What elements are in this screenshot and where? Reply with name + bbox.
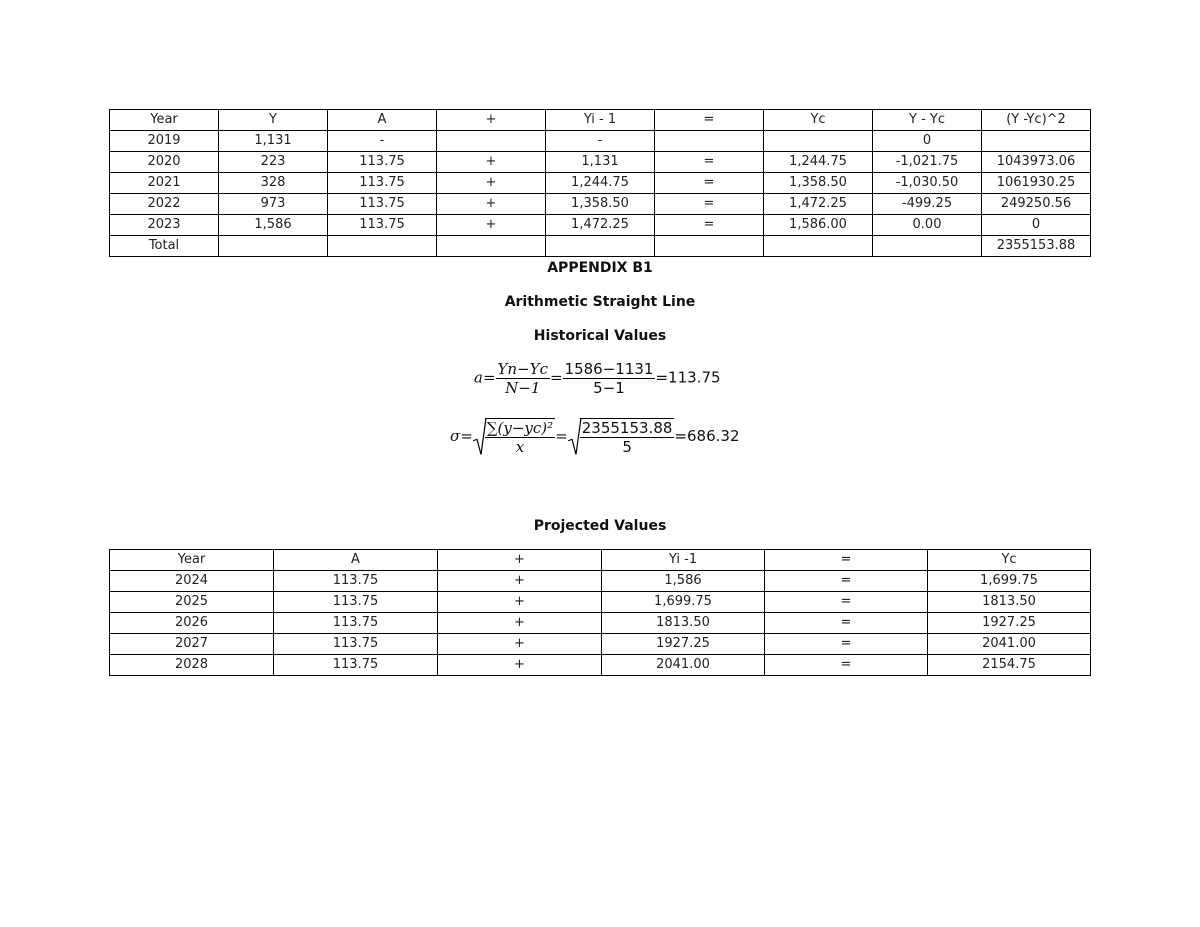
historical-table-cell: 2021 bbox=[110, 173, 219, 194]
historical-table-cell: = bbox=[655, 215, 764, 236]
projected-table-row bbox=[110, 634, 1091, 655]
projected-table-cell: = bbox=[765, 613, 928, 634]
projected-table-cell: = bbox=[765, 655, 928, 676]
formula-a-num2: 1586−1131 bbox=[564, 360, 654, 378]
projected-table-row bbox=[110, 571, 1091, 592]
projected-table-cell: = bbox=[765, 634, 928, 655]
projected-table-cell: 2154.75 bbox=[928, 655, 1091, 676]
historical-table-cell: 2022 bbox=[110, 194, 219, 215]
historical-table-cell: -1,030.50 bbox=[873, 173, 982, 194]
historical-table-cell: 113.75 bbox=[328, 194, 437, 215]
historical-table-row bbox=[110, 194, 1091, 215]
projected-table-cell: + bbox=[438, 655, 602, 676]
historical-table-cell: -499.25 bbox=[873, 194, 982, 215]
historical-table-cell bbox=[546, 236, 655, 257]
historical-table-cell: 2019 bbox=[110, 131, 219, 152]
historical-table-cell bbox=[873, 236, 982, 257]
historical-values-table bbox=[109, 109, 1091, 257]
historical-table-cell: 0.00 bbox=[873, 215, 982, 236]
historical-table-cell: 0 bbox=[873, 131, 982, 152]
projected-table-cell: 113.75 bbox=[274, 655, 438, 676]
historical-table-cell bbox=[764, 236, 873, 257]
projected-table-cell: 113.75 bbox=[274, 571, 438, 592]
historical-table-cell: 1,472.25 bbox=[546, 215, 655, 236]
historical-table-cell: 2020 bbox=[110, 152, 219, 173]
formula-a-lhs: a bbox=[474, 368, 483, 387]
projected-values-table bbox=[109, 549, 1091, 676]
historical-header-cell: + bbox=[437, 110, 546, 131]
historical-table-cell: 249250.56 bbox=[982, 194, 1091, 215]
historical-table-cell: -1,021.75 bbox=[873, 152, 982, 173]
projected-table-cell: = bbox=[765, 571, 928, 592]
historical-table-cell bbox=[982, 131, 1091, 152]
historical-table-cell: 0 bbox=[982, 215, 1091, 236]
formula-sigma-den1: x bbox=[515, 438, 525, 456]
projected-table-cell: 2027 bbox=[110, 634, 274, 655]
historical-table-cell: 1,131 bbox=[546, 152, 655, 173]
projected-table-cell: 2028 bbox=[110, 655, 274, 676]
historical-table-cell: 1061930.25 bbox=[982, 173, 1091, 194]
sqrt-1 bbox=[473, 418, 555, 456]
projected-table-cell: = bbox=[765, 592, 928, 613]
historical-table-row bbox=[110, 152, 1091, 173]
formula-a-result: 113.75 bbox=[668, 368, 721, 387]
method-title: Arithmetic Straight Line bbox=[504, 294, 696, 310]
historical-table-cell: 328 bbox=[219, 173, 328, 194]
projected-table-row bbox=[110, 655, 1091, 676]
historical-table-cell: 1,244.75 bbox=[764, 152, 873, 173]
historical-table-cell: 1,358.50 bbox=[764, 173, 873, 194]
historical-table-cell: + bbox=[437, 215, 546, 236]
historical-table-cell: = bbox=[655, 173, 764, 194]
historical-table-cell: 973 bbox=[219, 194, 328, 215]
formula-a-den1: N−1 bbox=[505, 379, 541, 397]
formula-sigma-num2: 2355153.88 bbox=[581, 419, 673, 437]
historical-table-cell: 1,131 bbox=[219, 131, 328, 152]
historical-table-row bbox=[110, 173, 1091, 194]
historical-header-cell: Y bbox=[219, 110, 328, 131]
historical-table-row bbox=[110, 131, 1091, 152]
projected-table-cell: 1813.50 bbox=[928, 592, 1091, 613]
historical-header-cell: A bbox=[328, 110, 437, 131]
historical-table-cell: + bbox=[437, 173, 546, 194]
formula-sigma-lhs: σ bbox=[450, 427, 461, 445]
formula-sigma-frac2 bbox=[580, 418, 675, 456]
projected-values-title: Projected Values bbox=[533, 518, 667, 534]
projected-header-cell: A bbox=[274, 550, 438, 571]
historical-table-cell: 1,472.25 bbox=[764, 194, 873, 215]
projected-table-cell: 2041.00 bbox=[602, 655, 765, 676]
formula-sigma-den2: 5 bbox=[622, 438, 632, 456]
historical-table-cell: 113.75 bbox=[328, 173, 437, 194]
projected-table-cell: 2041.00 bbox=[928, 634, 1091, 655]
formula-a-frac2 bbox=[563, 360, 656, 397]
historical-table-cell: 113.75 bbox=[328, 215, 437, 236]
formula-sigma-result: 686.32 bbox=[687, 427, 740, 445]
projected-header-row bbox=[110, 550, 1091, 571]
sqrt-2 bbox=[568, 418, 675, 456]
historical-table-cell bbox=[437, 131, 546, 152]
projected-table-cell: 113.75 bbox=[274, 634, 438, 655]
projected-table-cell: 2025 bbox=[110, 592, 274, 613]
historical-table-cell: 2355153.88 bbox=[982, 236, 1091, 257]
historical-table-cell: 113.75 bbox=[328, 152, 437, 173]
historical-table-cell: 1,586 bbox=[219, 215, 328, 236]
projected-table-cell: 1927.25 bbox=[602, 634, 765, 655]
historical-table-row bbox=[110, 215, 1091, 236]
historical-table-cell bbox=[655, 236, 764, 257]
projected-header-cell: Yi -1 bbox=[602, 550, 765, 571]
historical-table-cell: = bbox=[655, 194, 764, 215]
historical-table-cell: 1,358.50 bbox=[546, 194, 655, 215]
historical-table-cell: - bbox=[328, 131, 437, 152]
historical-header-cell: Yi - 1 bbox=[546, 110, 655, 131]
historical-table-cell bbox=[655, 131, 764, 152]
projected-table-cell: 1813.50 bbox=[602, 613, 765, 634]
radical-sign-icon bbox=[568, 418, 582, 456]
historical-table-cell: Total bbox=[110, 236, 219, 257]
projected-table-cell: 1,586 bbox=[602, 571, 765, 592]
projected-table-cell: + bbox=[438, 592, 602, 613]
historical-table-cell: 1043973.06 bbox=[982, 152, 1091, 173]
historical-header-row bbox=[110, 110, 1091, 131]
projected-table-cell: 1,699.75 bbox=[602, 592, 765, 613]
historical-table-cell: 223 bbox=[219, 152, 328, 173]
historical-table-cell bbox=[328, 236, 437, 257]
projected-table-cell: 113.75 bbox=[274, 592, 438, 613]
projected-table-cell: 1,699.75 bbox=[928, 571, 1091, 592]
projected-table-cell: 1927.25 bbox=[928, 613, 1091, 634]
historical-table-cell: 1,244.75 bbox=[546, 173, 655, 194]
historical-table-cell bbox=[764, 131, 873, 152]
historical-header-cell: Y - Yc bbox=[873, 110, 982, 131]
historical-table-cell: 2023 bbox=[110, 215, 219, 236]
formula-a-num1: Yn−Yc bbox=[497, 360, 548, 378]
historical-table-cell: + bbox=[437, 152, 546, 173]
historical-table-cell: + bbox=[437, 194, 546, 215]
historical-table-cell bbox=[437, 236, 546, 257]
projected-header-cell: = bbox=[765, 550, 928, 571]
historical-table-cell: = bbox=[655, 152, 764, 173]
projected-header-cell: + bbox=[438, 550, 602, 571]
projected-header-cell: Yc bbox=[928, 550, 1091, 571]
historical-header-cell: = bbox=[655, 110, 764, 131]
formula-a-frac1 bbox=[496, 360, 550, 397]
projected-table-cell: 2024 bbox=[110, 571, 274, 592]
formula-a: a= $\frac{Yn-Yc}{N-1}$ = $\frac{1586-1131}{5-1}$ =113.75 bbox=[474, 360, 721, 397]
projected-table-cell: 2026 bbox=[110, 613, 274, 634]
projected-table-row bbox=[110, 592, 1091, 613]
historical-table-row bbox=[110, 236, 1091, 257]
formula-sigma-num1: ∑(y−yc)² bbox=[486, 419, 554, 437]
projected-table-row bbox=[110, 613, 1091, 634]
historical-header-cell: Yc bbox=[764, 110, 873, 131]
historical-table-cell: 1,586.00 bbox=[764, 215, 873, 236]
projected-table-cell: + bbox=[438, 634, 602, 655]
projected-table-cell: + bbox=[438, 571, 602, 592]
historical-table-cell bbox=[219, 236, 328, 257]
historical-header-cell: Year bbox=[110, 110, 219, 131]
projected-header-cell: Year bbox=[110, 550, 274, 571]
formula-sigma: σ= $\frac{\text{∑(y−yc)²}}{x}$ = $\frac{2355153.88}{5}$ =686.32 bbox=[450, 419, 740, 456]
historical-table-cell: - bbox=[546, 131, 655, 152]
projected-table-cell: 113.75 bbox=[274, 613, 438, 634]
radical-sign-icon bbox=[473, 418, 487, 456]
historical-header-cell: (Y -Yc)^2 bbox=[982, 110, 1091, 131]
formula-a-den2: 5−1 bbox=[593, 379, 625, 397]
appendix-title: APPENDIX B1 bbox=[547, 260, 653, 276]
historical-values-title: Historical Values bbox=[533, 328, 667, 344]
formula-sigma-frac1 bbox=[485, 418, 555, 456]
projected-table-cell: + bbox=[438, 613, 602, 634]
